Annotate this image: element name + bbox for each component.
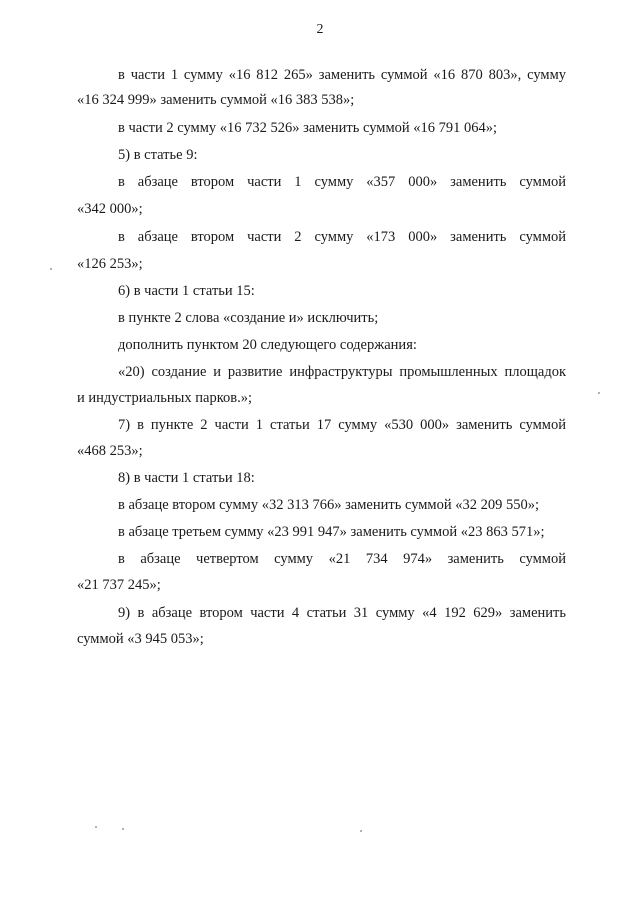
- text-line: в абзаце втором части 1 сумму «357 000» заменить суммой: [118, 174, 566, 190]
- text-line: 9) в абзаце втором части 4 статьи 31 сумму «4 192 629» заменить: [118, 605, 566, 621]
- text-line: в абзаце третьем сумму «23 991 947» заменить суммой «23 863 571»;: [118, 524, 545, 540]
- page-number: 2: [316, 22, 324, 37]
- scan-speck: [50, 268, 52, 270]
- text-line: 5) в статье 9:: [118, 147, 198, 163]
- text-line: «16 324 999» заменить суммой «16 383 538»;: [77, 92, 355, 108]
- text-line: «468 253»;: [77, 443, 143, 459]
- text-line: «342 000»;: [77, 201, 143, 217]
- scan-speck: [360, 830, 362, 832]
- text-line: 8) в части 1 статьи 18:: [118, 470, 255, 486]
- text-line: в пункте 2 слова «создание и» исключить;: [118, 310, 379, 326]
- text-line: в абзаце втором части 2 сумму «173 000» заменить суммой: [118, 229, 566, 245]
- text-line: суммой «3 945 053»;: [77, 631, 204, 647]
- text-line: дополнить пунктом 20 следующего содержания:: [118, 337, 417, 353]
- scan-speck: [95, 826, 97, 828]
- text-line: в части 2 сумму «16 732 526» заменить суммой «16 791 064»;: [118, 120, 498, 136]
- text-line: в абзаце четвертом сумму «21 734 974» заменить суммой: [118, 551, 566, 567]
- text-line: в части 1 сумму «16 812 265» заменить суммой «16 870 803», сумму: [118, 67, 566, 83]
- text-line: 6) в части 1 статьи 15:: [118, 283, 255, 299]
- text-line: и индустриальных парков.»;: [77, 390, 253, 406]
- text-line: в абзаце втором сумму «32 313 766» заменить суммой «32 209 550»;: [118, 497, 540, 513]
- text-line: «20) создание и развитие инфраструктуры промышленных площадок: [118, 364, 566, 380]
- text-line: 7) в пункте 2 части 1 статьи 17 сумму «530 000» заменить суммой: [118, 417, 566, 433]
- text-line: «126 253»;: [77, 256, 143, 272]
- scan-speck: [598, 392, 600, 394]
- scan-speck: [122, 828, 124, 830]
- text-line: «21 737 245»;: [77, 577, 161, 593]
